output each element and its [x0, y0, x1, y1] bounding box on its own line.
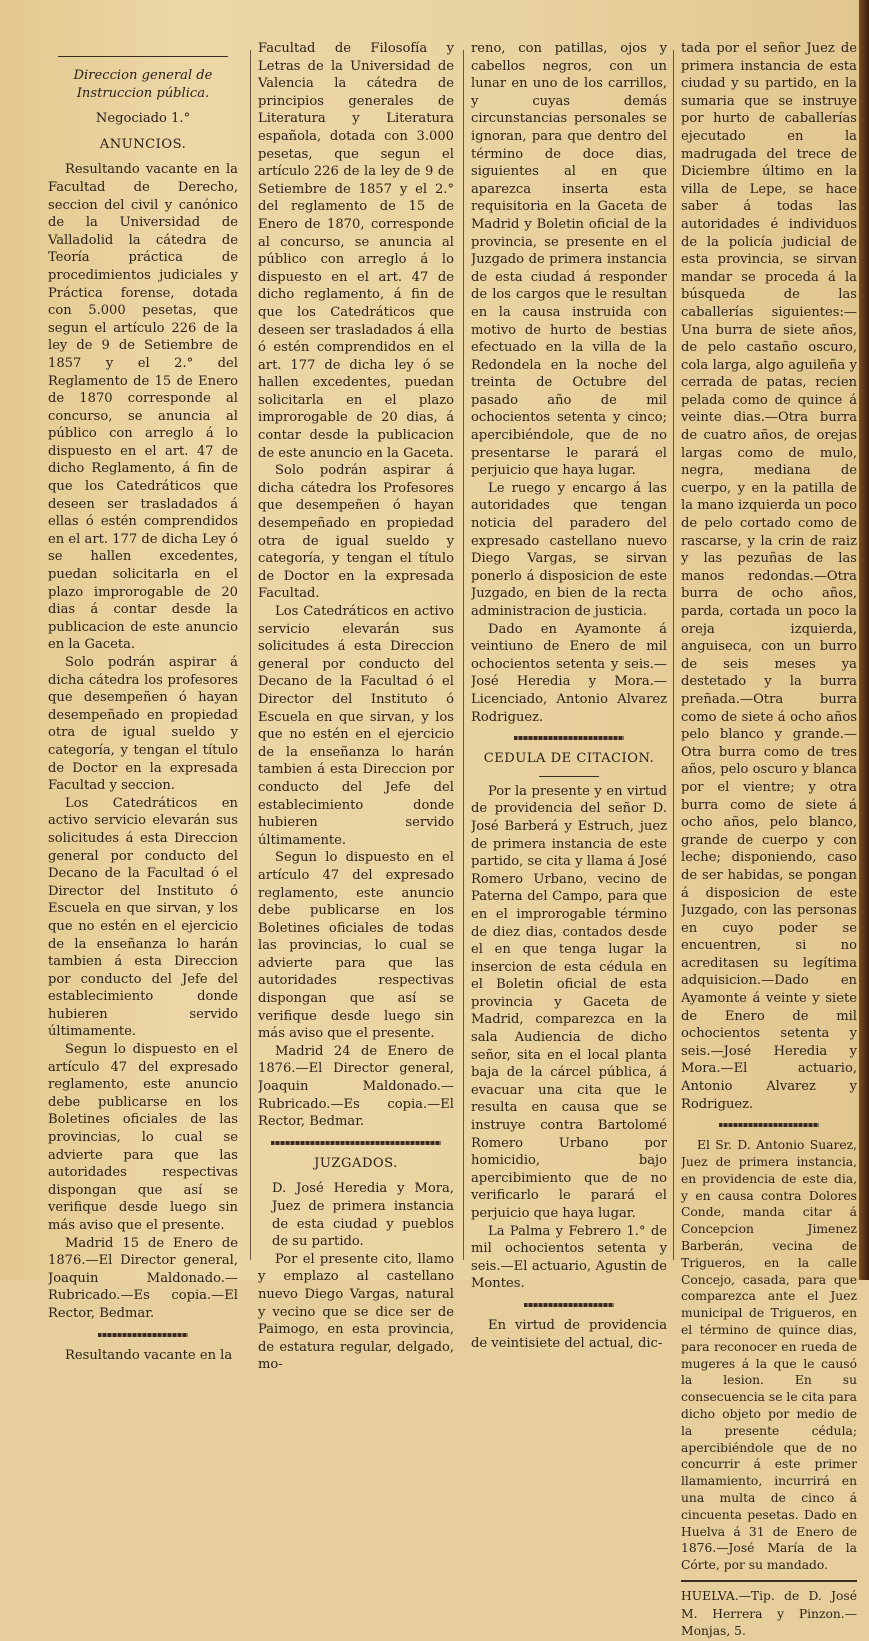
- divider: [98, 1333, 188, 1337]
- paragraph: Facultad de Filosofía y Letras de la Universidad de Valencia la cátedra de principios generales de Literatura y Literatura española, dotada con 3.000 pesetas, que segun el artículo 226 de la ley de 9 de Setiembre de 1857 y el 2.° del reglamento de 15 de Enero de 1870, corresponde al concurso, se anuncia al público con arreglo á lo dispuesto en el art. 47 de dicho reglamento, á fin de que los Catedráticos que deseen ser trasladados á ella ó estén comprendidos en el art. 177 de dicha ley ó se hallen excedentes, puedan solicitarla en el plazo improrogable de 20 dias, á contar desde la publicacion de este anuncio en la Gaceta.: [258, 41, 454, 461]
- paragraph: Resultando vacante en la Facultad de Derecho, seccion del civil y canónico de la Universidad de Valladolid la cátedra de Teoría práctica de procedimientos judiciales y Práctica forense, dotada con 5.000 pesetas, que segun el artículo 226 de la ley de 9 de Setiembre de 1857 y el 2.° del Reglamento de 15 de Enero de 1870 corresponde al concurso, se anuncia al público con arreglo á lo dispuesto en el art. 47 de dicho Reglamento, á fin de que los Catedráticos que deseen ser trasladados á ellas ó estén comprendidos en el art. 177 de dicha Ley ó se hallen excedentes, puedan solicitarla en el plazo improrogable de 20 dias á contar desde la publicacion de este anuncio en la Gaceta.: [48, 162, 238, 653]
- column-rule: [673, 50, 674, 1260]
- page-edge: [859, 0, 869, 1280]
- paragraph: Segun lo dispuesto en el artículo 47 del expresado reglamento, este anuncio debe publicarse en los Boletines oficiales de todas las provincias, lo cual se advierte para que las autoridades respectivas dispongan que así se verifique desde luego sin más aviso que el presente.: [258, 850, 454, 1042]
- divider: [539, 776, 599, 777]
- anuncios-heading: ANUNCIOS.: [99, 136, 187, 152]
- paragraph: Madrid 15 de Enero de 1876.—El Director general, Joaquin Maldonado.—Rubricado.—Es copia.—El Rector, Bedmar.: [48, 1235, 238, 1321]
- paragraph: Madrid 24 de Enero de 1876.—El Director general, Joaquin Maldonado.—Rubricado.—Es copia.—El Rector, Bedmar.: [258, 1043, 454, 1130]
- paragraph: Los Catedráticos en activo servicio elevarán sus solicitudes á esta Direccion general por conducto del Decano de la Facultad ó el Director del Instituto ó Escuela en que sirvan, y los que no estén en el ejercicio de la enseñanza lo harán tambien á esta Direccion por conducto del Jefe del establecimiento donde hubieren servido últimamente.: [48, 795, 238, 1040]
- paragraph: Segun lo dispuesto en el artículo 47 del expresado reglamento, este anuncio debe publicarse en los Boletines oficiales de las provincias, lo cual se advierte para que las autoridades respectivas dispongan que así se verifique desde luego sin más aviso que el presente.: [48, 1042, 238, 1233]
- negociado: Negociado 1.°: [95, 111, 191, 127]
- column-3: [471, 40, 667, 1352]
- paragraph: Solo podrán aspirar á dicha cátedra los profesores que desempeñen ó hayan desempeñado en propiedad otra de igual sueldo y categoría, y tengan el título de Doctor en la expresada Facultad y seccion.: [48, 655, 238, 794]
- juzgados-heading: JUZGADOS.: [314, 1155, 398, 1171]
- column-2: [258, 40, 454, 1374]
- column-rule: [463, 50, 464, 1260]
- paragraph: Resultando vacante en la: [65, 1347, 233, 1363]
- paragraph: En virtud de providencia de veintisiete del actual, dic-: [471, 1317, 667, 1351]
- divider: [524, 1303, 614, 1307]
- paragraph: Dado en Ayamonte á veintiuno de Enero de mil ochocientos setenta y seis.—José Heredia y Mora.—Licenciado, Antonio Alvarez Rodriguez.: [471, 621, 667, 725]
- footer-rule: [681, 1580, 857, 1582]
- paragraph: Le ruego y encargo á las autoridades que tengan noticia del paradero del expresado castellano nuevo Diego Vargas, se sirvan ponerlo á disposicion de este Juzgado, en bien de la recta administracion de justicia.: [471, 480, 667, 619]
- divider: [514, 736, 624, 740]
- section-header: Direccion general de Instruccion pública.: [73, 68, 213, 101]
- divider: [271, 1141, 441, 1145]
- paragraph: Por la presente y en virtud de providencia del señor D. José Barberá y Estruch, juez de primera instancia de este partido, se cita y llama á José Romero Urbano, vecino de Paterna del Campo, para que en el improrogable término de diez dias, contados desde el en que tenga lugar la insercion de esta cédula en el Boletin oficial de esta provincia y Gaceta de Madrid, comparezca en la sala Audiencia de dicho señor, sita en el local planta baja de la cárcel pública, á evacuar una cita que le resulta en causa que se instruye contra Bartolomé Romero Urbano por homicidio, bajo apercibimiento que de no verificarlo le parará el perjuicio que haya lugar.: [471, 783, 667, 1221]
- column-rule: [250, 50, 251, 1260]
- paragraph: Los Catedráticos en activo servicio elevarán sus solicitudes á esta Direccion general por conducto del Decano de la Facultad ó el Director del Instituto ó Escuela en que sirvan, y los que no estén en el ejercicio de la enseñanza lo harán tambien á esta Direccion por conducto del Jefe del establecimiento donde hubieren servido últimamente.: [258, 604, 454, 848]
- paragraph: reno, con patillas, ojos y cabellos negros, con un lunar en uno de los carrillos, y cuyas demás circunstancias personales se ignoran, para que dentro del término de doce dias, siguientes al en que aparezca inserta esta requisitoria en la Gaceta de Madrid y Boletin oficial de la provincia, se presente en el Juzgado de primera instancia de esta ciudad á responder de los cargos que le resultan en la causa instruida con motivo de hurto de bestias efectuado en la villa de la Redondela en la noche del treinta de Octubre del pasado año de mil ochocientos setenta y cinco; apercibiéndole, que de no presentarse le parará el perjuicio que haya lugar.: [471, 41, 667, 479]
- paragraph: tada por el señor Juez de primera instancia de esta ciudad y su partido, en la sumaria que se instruye por hurto de caballerías ejecutado en la madrugada del trece de Diciembre último en la villa de Lepe, se hace saber á todas las autoridades é individuos de la policía judicial de esta provincia, se sirvan mandar se proceda á la búsqueda de las caballerías siguientes:—Una burra de siete años, de pelo castaño oscuro, cola larga, algo aguileña y cerrada de patas, recien pelada como de quince á veinte dias.—Otra burra de cuatro años, de orejas largas como de mulo, negra, mediana de cuerpo, y en la patilla de la mano izquierda un poco de pelo cortado como de rascarse, y la crin de raiz y las pezuñas de las manos redondas.—Otra burra de ocho años, parda, cortada un poco la oreja izquierda, anguiseca, con un burro de seis meses ya destetado y la burra preñada.—Otra burra como de siete á ocho años pelo blanco y grande.—Otra burra como de tres años, pelo oscuro y blanca por el vientre; y otra burra como de siete á ocho años, pelo blanco, grande de cuerpo y con leche; disponiendo, caso de ser habidas, se pongan á disposicion de este Juzgado, con las personas en cuyo poder se encuentren, si no acreditasen su legítima adquisicion.—Dado en Ayamonte á veinte y siete de Enero de mil ochocientos setenta y seis.—José Heredia y Mora.—El actuario, Antonio Alvarez y Rodriguez.: [681, 41, 857, 1112]
- column-1: [48, 40, 238, 1364]
- paragraph: D. José Heredia y Mora, Juez de primera instancia de esta ciudad y pueblos de su partido.: [272, 1181, 454, 1250]
- divider: [719, 1123, 819, 1127]
- cedula-heading: CEDULA DE CITACION.: [483, 751, 655, 767]
- paragraph: El Sr. D. Antonio Suarez, Juez de primera instancia, en providencia de este dia, y en causa contra Dolores Conde, manda citar á Concepcion Jimenez Barberán, vecina de Trigueros, en la calle Concejo, casada, para que comparezca ante el Juez municipal de Trigueros, en el término de quince dias, para reconocer en rueda de mugeres á la que le causó la lesion. En su consecuencia se le cita para dicho objeto por medio de la presente cédula; apercibiéndole que de no concurrir á este primer llamamiento, incurrirá en una multa de cinco á cincuenta pesetas. Dado en Huelva á 31 de Enero de 1876.—José María de la Córte, por su mandado.: [681, 1138, 857, 1573]
- imprint-footer: HUELVA.—Tip. de D. José M. Herrera y Pinzon.—Monjas, 5.: [681, 1588, 857, 1639]
- paragraph: Por el presente cito, llamo y emplazo al castellano nuevo Diego Vargas, natural y vecino que se dice ser de Paimogo, en esta provincia, de estatura regular, delgado, mo-: [258, 1251, 454, 1373]
- paragraph: Solo podrán aspirar á dicha cátedra los Profesores que desempeñen ó hayan desempeñado en propiedad otra de igual sueldo y categoría, y tengan el título de Doctor en la expresada Facultad.: [258, 463, 454, 602]
- column-4: [681, 40, 857, 1641]
- paragraph: La Palma y Febrero 1.° de mil ochocientos setenta y seis.—El actuario, Agustin de Montes.: [471, 1223, 667, 1292]
- top-rule: [58, 56, 228, 57]
